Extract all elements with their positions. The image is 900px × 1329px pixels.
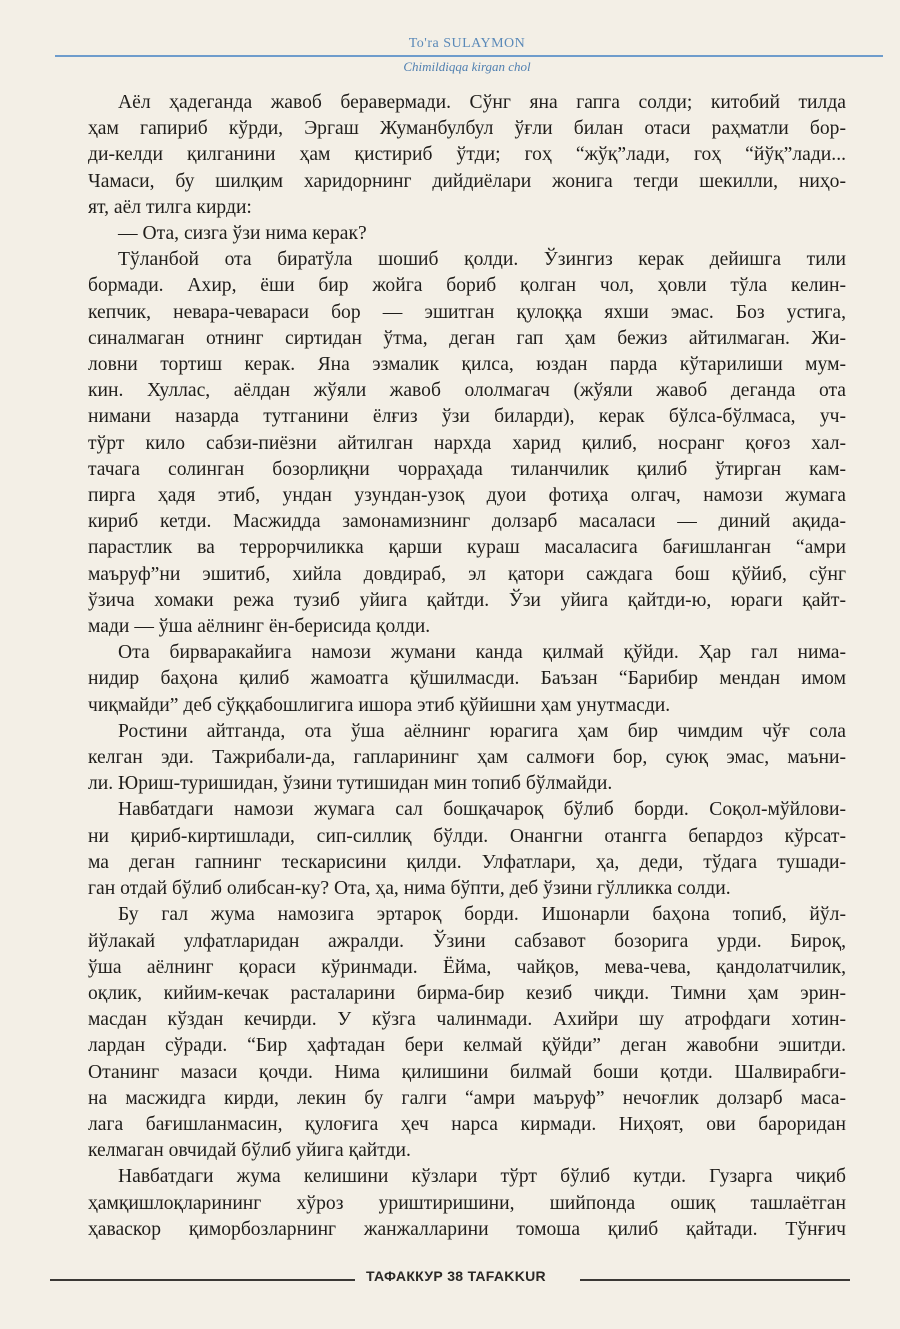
- text-line: ма деган гапнинг тескарисини қилди. Улфатлари, ҳа, деди, тўдага тушади-: [88, 851, 846, 873]
- text-line: Тўланбой ота биратўла шошиб қолди. Ўзингиз керак дейишга тили: [118, 249, 846, 271]
- footer-label: ТАФАККУР 38 TAFAKKUR: [366, 1268, 546, 1284]
- text-line: лага бағишланмасин, қулоғига ҳеч нарса кирмади. Ниҳоят, ови бароридан: [88, 1113, 846, 1135]
- text-line: Навбатдаги жума келишини кўзлари тўрт бўлиб кутди. Гузарга чиқиб: [118, 1166, 846, 1188]
- text-line: кепчик, невара-чевараси бор — эшитган қулоққа яхши эмас. Боз устига,: [88, 301, 846, 323]
- text-line: тачага солинган бозорлиқни чорраҳада тиланчилик қилиб ўтирган кам-: [88, 458, 846, 480]
- text-line: кин. Хуллас, аёлдан жўяли жавоб ололмагач (жўяли жавоб деганда ота: [88, 380, 846, 402]
- text-line: на масжидга кирди, лекин бу галги “амри маъруф” нечоғлик долзарб маса-: [88, 1087, 846, 1109]
- text-line: Ота бирваракайига намози жумани канда қилмай қўйди. Ҳар гал нима-: [118, 642, 846, 664]
- text-line: Ростини айтганда, ота ўша аёлнинг юрагига ҳам бир чимдим чўғ сола: [118, 720, 846, 742]
- running-header-author: To'ra SULAYMON: [408, 36, 526, 51]
- text-line: — Ота, сизга ўзи нима керак?: [118, 223, 367, 245]
- text-line: Аёл ҳадеганда жавоб беравермади. Сўнг яна гапга солди; китобий тилда: [118, 92, 846, 113]
- text-line: ҳамқишлоқларининг хўроз уриштиришини, шийпонда ошиқ ташлаётган: [88, 1192, 846, 1214]
- article-body: [88, 90, 846, 1243]
- text-line: келган эди. Тажрибали-да, гапларининг ҳам салмоғи бор, суюқ эмас, маъни-: [88, 747, 846, 769]
- text-line: Навбатдаги намози жумага сал бошқачароқ бўлиб борди. Соқол-мўйлови-: [118, 799, 846, 821]
- text-line: ган отдай бўлиб олибсан-ку? Ота, ҳа, нима бўпти, деб ўзини гўлликка солди.: [88, 878, 731, 900]
- footer-rule-left: [50, 1279, 355, 1281]
- text-line: ўша аёлнинг қораси кўринмади. Ёйма, чайқов, мева-чева, қандолатчилик,: [88, 956, 846, 978]
- text-line: ҳам гапириб кўрди, Эргаш Жуманбулбул ўғли билан отаси раҳматли бор-: [88, 118, 846, 140]
- text-line: ўзича хомаки режа тузиб уйига қайтди. Ўзи уйига қайтди-ю, юраги қайт-: [88, 589, 846, 611]
- text-line: тўрт кило сабзи-пиёзни айтилган нархда харид қилиб, носранг қоғоз хал-: [88, 432, 846, 454]
- text-line: Отанинг мазаси қочди. Нима қилишини билмай боши қотди. Шалвирабги-: [88, 1061, 846, 1083]
- text-line: ловни тортиш керак. Яна эзмалик қилса, юздан парда кўтарилиши мум-: [88, 354, 846, 376]
- text-line: бормади. Ахир, ёши бир жойга бориб қолган чол, ҳовли тўла келин-: [88, 275, 846, 297]
- text-line: ни қириб-киртишлади, сип-силлиқ бўлди. Онангни отангга бепардоз кўрсат-: [88, 825, 846, 847]
- text-line: ҳаваскор қиморбозларнинг жанжалларини томоша қилиб қайтади. Тўнғич: [88, 1218, 846, 1240]
- text-line: мади — ўша аёлнинг ён-берисида қолди.: [88, 616, 431, 638]
- text-line: лардан сўради. “Бир ҳафтадан бери келмай қўйди” деган жавобни эшитди.: [88, 1035, 846, 1057]
- text-line: нидир баҳона қилиб жамоатга қўшилмасди. Баъзан “Барибир мендан имом: [88, 668, 846, 690]
- text-line: Бу гал жума намозига эртароқ борди. Ишонарли баҳона топиб, йўл-: [118, 904, 846, 926]
- text-line: ят, аёл тилга кирди:: [88, 196, 252, 218]
- page-footer: [50, 1268, 850, 1290]
- text-line: оқлик, кийим-кечак расталарини бирма-бир кезиб чиқди. Тимни ҳам эрин-: [88, 982, 846, 1004]
- text-line: Чамаси, бу шилқим харидорнинг дийдиёлари жонига тегди шекилли, ниҳо-: [88, 170, 846, 192]
- text-line: йўлакай улфатларидан ажралди. Ўзини сабзавот бозорига урди. Бироқ,: [88, 930, 846, 952]
- text-line: кириб кетди. Масжидда замонамизнинг долзарб масаласи — диний ақида-: [88, 511, 846, 533]
- text-line: парастлик ва террорчиликка қарши кураш масаласига бағишланган “амри: [88, 537, 846, 559]
- text-line: пирга ҳадя этиб, ундан узундан-узоқ дуои фотиҳа олгач, намози жумага: [88, 485, 846, 507]
- text-line: келмаган овчидай бўлиб уйига қайтди.: [88, 1140, 411, 1162]
- text-line: ли. Юриш-туришидан, ўзини тутишидан мин топиб бўлмайди.: [88, 773, 613, 795]
- running-header-title: Chimildiqqa kirgan chol: [403, 59, 531, 74]
- text-line: синалмаган отнинг сиртидан ўтма, деган гап ҳам бежиз айтилмаган. Жи-: [88, 327, 846, 349]
- text-line: чиқмайди” деб сўққабошлигига ишора этиб қўйишни ҳам унутмасди.: [88, 694, 671, 716]
- text-line: маъруф”ни эшитиб, хийла довдираб, эл қатори саждага бош қўйиб, сўнг: [88, 563, 846, 585]
- footer-rule-right: [580, 1279, 850, 1281]
- header-rule: [55, 55, 883, 57]
- text-line: нимани назарда тутганини ёлғиз ўзи биларди), керак бўлса-бўлмаса, уч-: [88, 406, 846, 428]
- text-line: масдан кўздан кечирди. У кўзга чалинмади. Ахийри шу атрофдаги хотин-: [88, 1009, 846, 1031]
- text-line: ди-келди қилганини ҳам қистириб ўтди; гоҳ “жўқ”лади, гоҳ “йўқ”лади...: [88, 144, 846, 166]
